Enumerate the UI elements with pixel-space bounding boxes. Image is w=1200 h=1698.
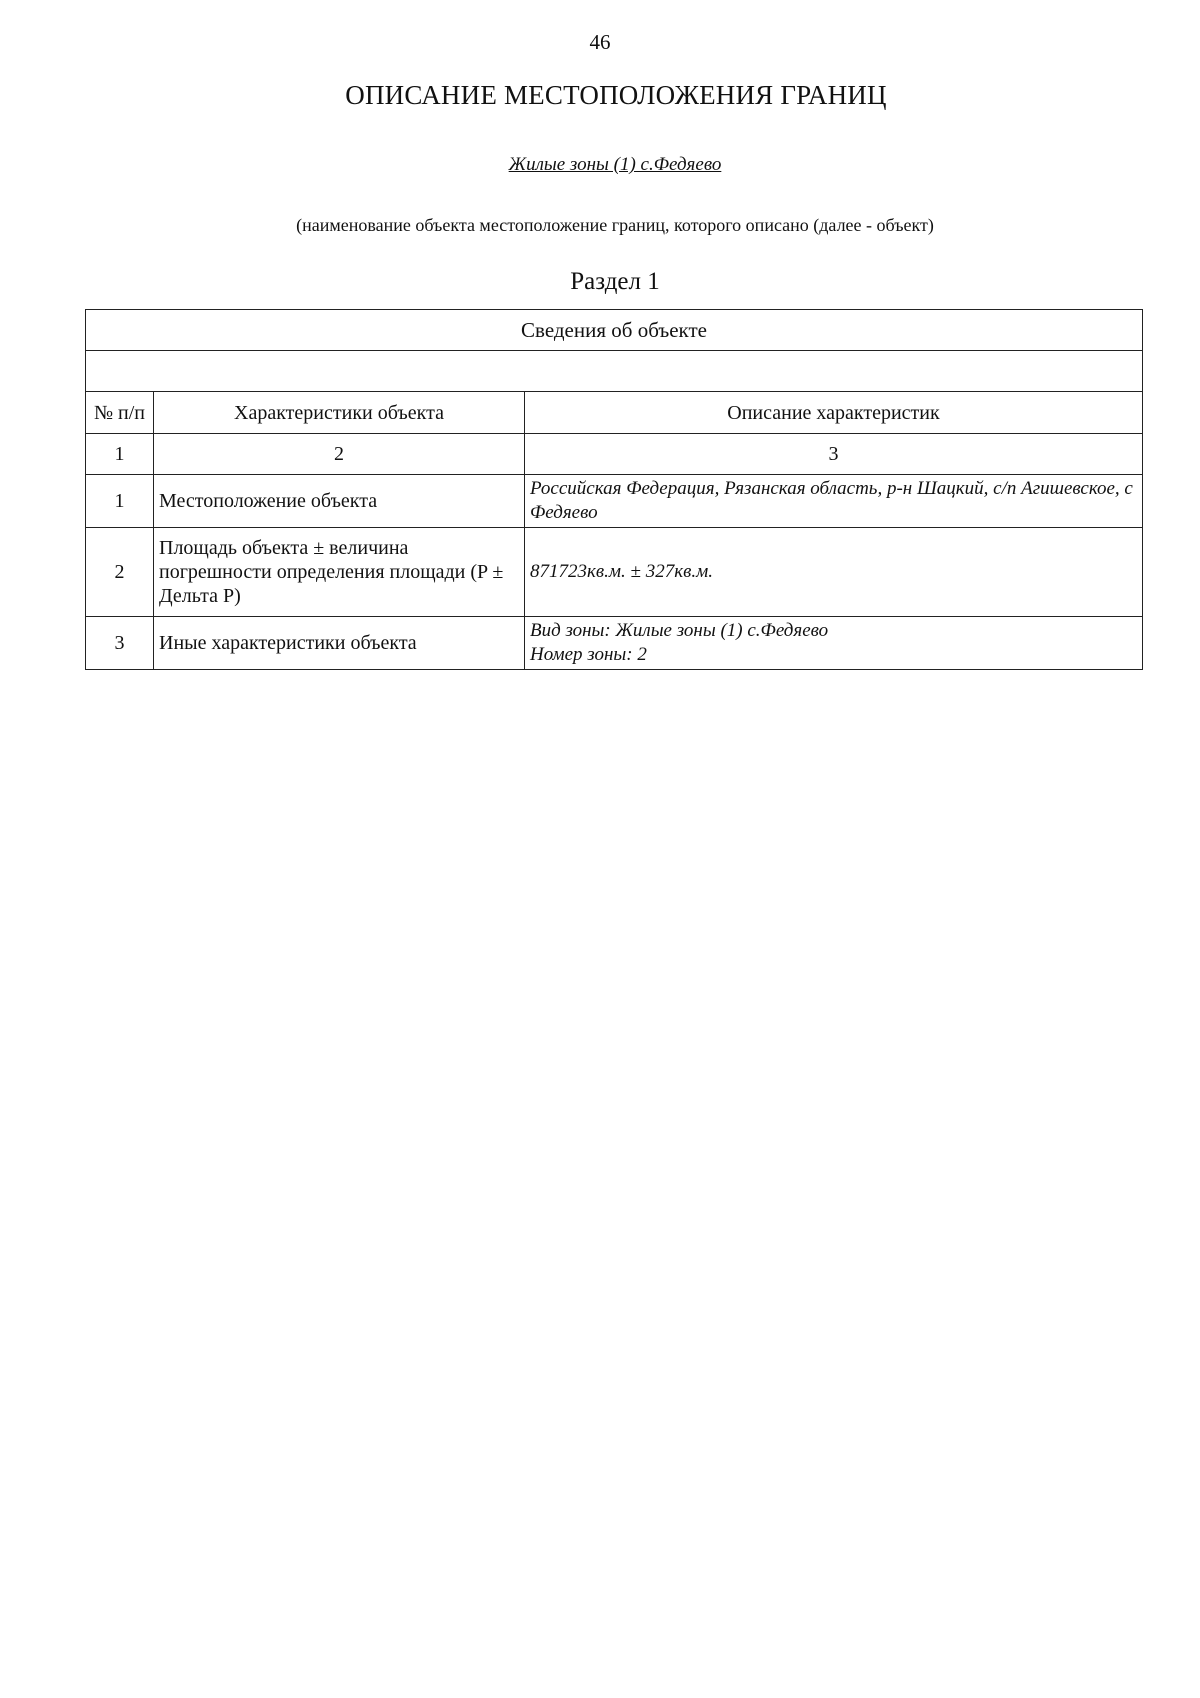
row-number: 1: [86, 475, 154, 528]
value-line: Вид зоны: Жилые зоны (1) с.Федяево: [530, 620, 829, 641]
value-line: 871723кв.м. ± 327кв.м.: [530, 561, 713, 582]
value-line: Российская Федерация, Рязанская область, р-н Шацкий, с/п Агишевское, с Федяево: [530, 478, 1133, 523]
value-line: Номер зоны: 2: [530, 644, 647, 665]
table-row: [86, 528, 1143, 617]
row-characteristic: Иные характеристики объекта: [154, 617, 525, 670]
row-number: 3: [86, 617, 154, 670]
column-number-1: 1: [86, 434, 154, 475]
object-info-table: [85, 309, 1143, 670]
table-row: [86, 475, 1143, 528]
object-name-caption: (наименование объекта местоположение границ, которого описано (далее - объект): [296, 215, 934, 235]
column-header-description: Описание характеристик: [525, 392, 1143, 434]
table-heading: Сведения об объекте: [86, 310, 1143, 351]
column-header-characteristic: Характеристики объекта: [154, 392, 525, 434]
row-value: [525, 617, 1143, 670]
table-column-numbers: [86, 434, 1143, 475]
column-number-2: 2: [154, 434, 525, 475]
row-characteristic: Местоположение объекта: [154, 475, 525, 528]
column-number-3: 3: [525, 434, 1143, 475]
section-title: Раздел 1: [570, 268, 660, 295]
column-header-number: № п/п: [86, 392, 154, 434]
row-number: 2: [86, 528, 154, 617]
row-value: [525, 475, 1143, 528]
page-number: 46: [589, 30, 611, 54]
object-name: Жилые зоны (1) с.Федяево: [508, 154, 722, 175]
table-row: [86, 617, 1143, 670]
table-column-headers: [86, 392, 1143, 434]
table-empty-row: [86, 351, 1143, 392]
row-characteristic: Площадь объекта ± величина погрешности определения площади (P ± Дельта P): [154, 528, 525, 617]
row-value: [525, 528, 1143, 617]
document-title: ОПИСАНИЕ МЕСТОПОЛОЖЕНИЯ ГРАНИЦ: [345, 80, 887, 110]
